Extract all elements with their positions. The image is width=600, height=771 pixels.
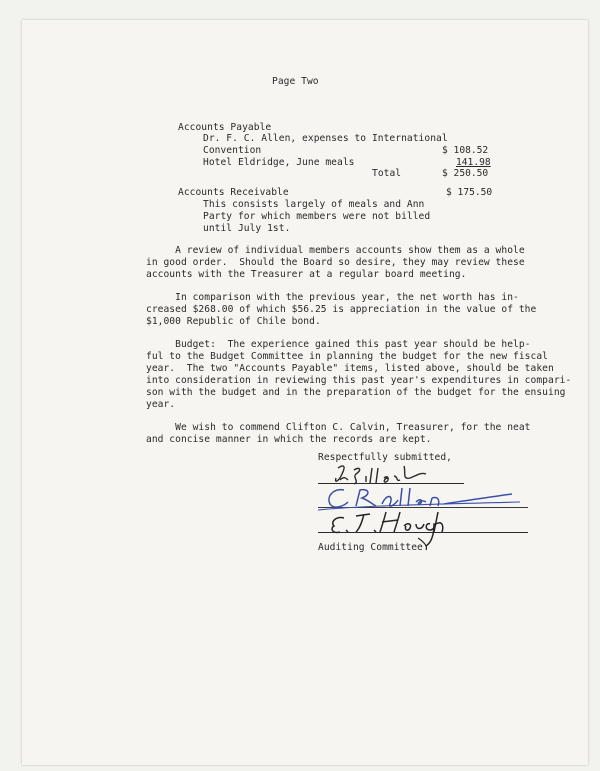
payable-item1-line2: Convention [203,145,262,156]
paragraph-line: year. The two "Accounts Payable" items, listed above, should be taken [146,363,554,374]
paragraph-line: In comparison with the previous year, the net worth has in- [146,292,519,303]
receivable-amount: $ 175.50 [446,187,493,198]
paragraph-line: $1,000 Republic of Chile bond. [146,316,321,327]
receivable-line2: Party for which members were not billed [203,211,431,222]
paragraph-line: creased $268.00 of which $56.25 is appreciation in the value of the [146,304,537,315]
paragraph-line: son with the budget and in the preparation of the budget for the ensuing [146,387,566,398]
committee-label: Auditing Committee [318,542,423,553]
paragraph-line: A review of individual members accounts show them as a whole [146,245,525,256]
payable-item2-label: Hotel Eldridge, June meals [203,157,355,168]
receivable-line1: This consists largely of meals and Ann [203,199,425,210]
accounts-receivable-heading: Accounts Receivable [178,187,289,198]
paragraph-line: accounts with the Treasurer at a regular board meeting. [146,269,467,280]
paragraph-line: into consideration in reviewing this past year's expenditures in compari- [146,375,572,386]
paragraph-line: We wish to commend Clifton C. Calvin, Treasurer, for the neat [146,422,531,433]
paragraph-line: in good order. Should the Board so desire, they may review these [146,257,525,268]
paragraph-line: year. [146,399,176,410]
payable-total-label: Total [372,168,402,179]
page-header: Page Two [272,76,319,87]
receivable-line3: until July 1st. [203,223,291,234]
payable-item1-amount: $ 108.52 [442,145,489,156]
paragraph-line: Budget: The experience gained this past year should be help- [146,339,531,350]
paragraph-line: and concise manner in which the records are kept. [146,434,432,445]
payable-total-amount: $ 250.50 [442,168,489,179]
paragraph-line: ful to the Budget Committee in planning the budget for the new fiscal [146,351,548,362]
closing-text: Respectfully submitted, [318,452,452,463]
accounts-payable-heading: Accounts Payable [178,122,272,133]
payable-item1-line1: Dr. F. C. Allen, expenses to International [203,133,448,144]
payable-item2-amount: 141.98 [456,157,491,168]
